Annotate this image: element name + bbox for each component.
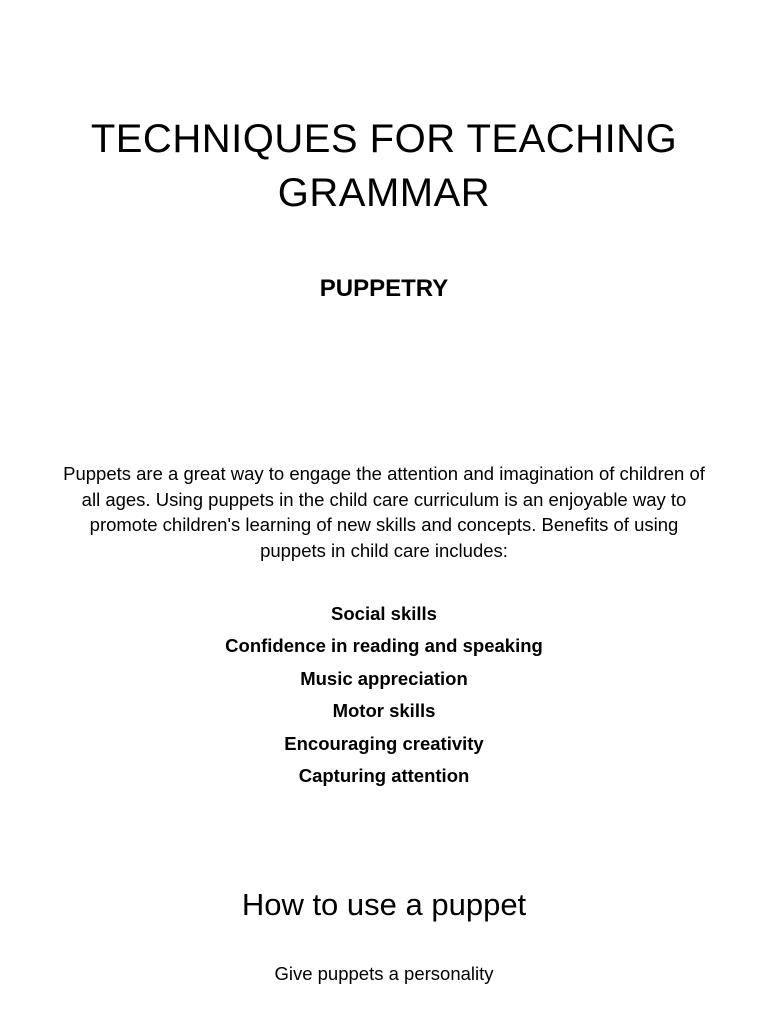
benefit-item: Capturing attention	[298, 764, 470, 786]
benefits-list	[40, 598, 728, 792]
benefit-item: Encouraging creativity	[284, 732, 484, 754]
section-text: Give puppets a personality	[274, 963, 494, 984]
benefit-item: Music appreciation	[300, 667, 468, 689]
benefit-item: Social skills	[331, 603, 437, 624]
intro-paragraph: Puppets are a great way to engage the attention and imagination of children of all ages. Using puppets in the child care curriculum is an enjoyable way to promote children's learning of new skills and concepts. Benefits of using puppets in child care includes:	[63, 463, 705, 561]
page-title: TECHNIQUES FOR TEACHING GRAMMAR	[90, 117, 678, 215]
page-subtitle: PUPPETRY	[319, 275, 449, 302]
benefit-item: Confidence in reading and speaking	[225, 635, 543, 657]
section-heading: How to use a puppet	[241, 887, 527, 922]
benefit-item: Motor skills	[332, 700, 436, 722]
